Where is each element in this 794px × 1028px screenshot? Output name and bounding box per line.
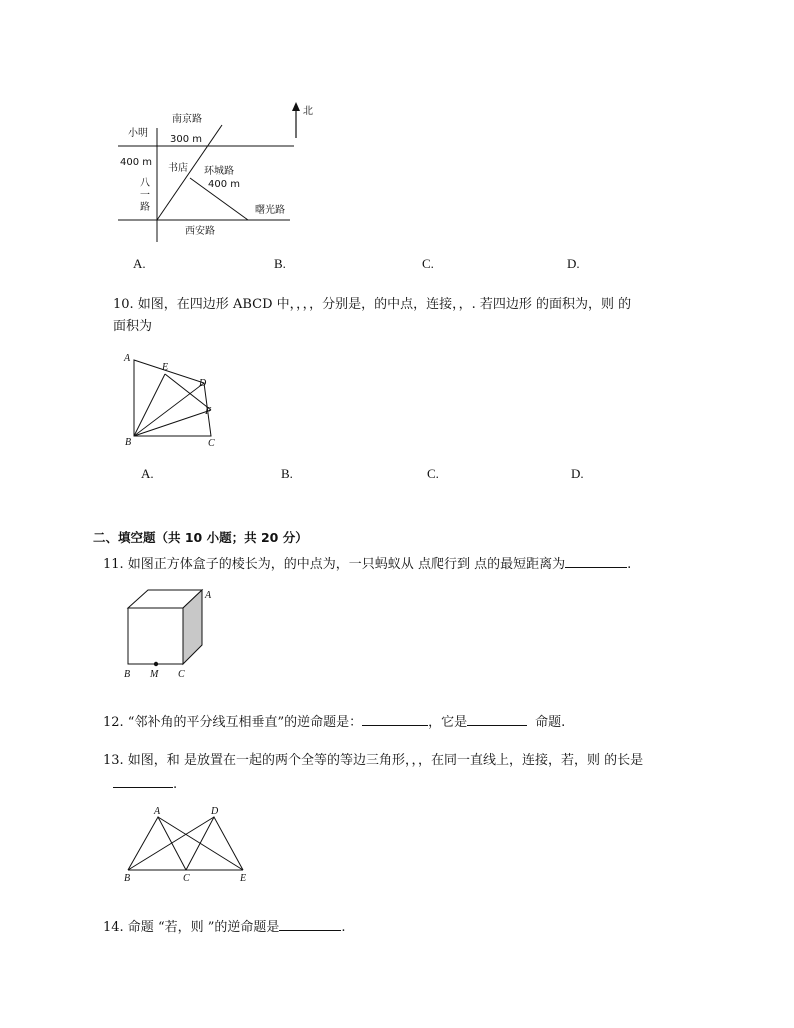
dist-400-left-label: 400 m [120,157,153,168]
q13-triangles-figure [118,805,258,887]
q13-question-line1: 13. 如图，和 是放置在一起的两个全等的等边三角形，，，在同一直线上，连接，若，则 的长是 [103,753,644,768]
point-c-label: C [208,438,215,449]
q13-answer-blank[interactable] [113,775,173,788]
q14-question [103,918,346,937]
q9-map-figure [110,98,330,248]
point-m-dot [154,662,158,666]
q14-answer-blank[interactable] [279,918,341,931]
shuguang-road-label: 曙光路 [255,205,285,216]
q13-question-end: . [173,777,178,792]
point-e-label: E [240,873,247,884]
q10-question-line2: 面积为 [113,319,153,334]
cube-front-face [128,608,183,664]
q10-option-a[interactable]: A. [141,466,154,481]
point-b-label: B [124,669,131,680]
q13-question-line2 [113,775,177,794]
point-d-label: D [211,806,219,817]
quadrilateral-abcd [134,360,211,436]
q11-answer-blank[interactable] [565,555,627,568]
point-m-label: M [150,669,159,680]
q12-answer-blank-1[interactable] [362,713,428,726]
point-a-label: A [124,353,131,364]
bayi-label-3: 路 [140,202,150,213]
q10-option-b[interactable]: B. [281,466,293,481]
q11-question-end: . [627,557,632,572]
q10-question-line1: 10. 如图，在四边形 ABCD 中，，，，分别是，的中点，连接，，. 若四边形 的面积为，则 的 [113,297,632,312]
triangle-abc [128,817,186,870]
bayi-label-1: 八 [140,178,150,189]
bayi-label-2: 一 [140,190,150,201]
north-label: 北 [303,106,313,117]
point-c-label: C [183,873,190,884]
q12-part3: 命题. [535,715,566,730]
point-e-label: E [162,362,169,373]
q11-question-text: 11. 如图正方体盒子的棱长为，的中点为，一只蚂蚁从 点爬行到 点的最短距离为 [103,557,566,572]
q9-option-b[interactable]: B. [274,256,286,271]
point-b-label: B [124,873,131,884]
point-a-label: A [205,590,212,601]
point-a-label: A [154,806,161,817]
segment-bd [134,383,204,436]
q9-option-a[interactable]: A. [133,256,146,271]
q12-part1: 12. “邻补角的平分线互相垂直”的逆命题是： [103,715,363,730]
point-c-label: C [178,669,185,680]
q12-answer-blank-2[interactable] [467,713,527,726]
q10-option-c[interactable]: C. [427,466,439,481]
xiaoming-label: 小明 [128,128,148,139]
dist-400-mid-label: 400 m [208,179,241,190]
dist-300-label: 300 m [170,134,203,145]
q11-question [103,555,631,574]
q14-question-end: . [341,920,346,935]
q9-option-d[interactable]: D. [567,256,580,271]
q12-question [103,713,565,732]
north-arrow-head [292,102,300,111]
point-d-label: D [199,378,207,389]
q10-quadrilateral-figure [118,350,228,452]
triangle-dce [186,817,243,870]
xian-road-label: 西安路 [185,226,215,237]
bookstore-label: 书店 [168,163,188,174]
q9-option-c[interactable]: C. [422,256,434,271]
q11-cube-figure [118,586,218,682]
q14-question-text: 14. 命题 “若，则 ”的逆命题是 [103,920,280,935]
point-f-label: F [205,406,212,417]
q12-part2: ，它是 [428,715,468,730]
section-fill-in-title: 二、填空题（共 10 小题；共 20 分） [93,530,308,545]
point-b-label: B [125,437,132,448]
q10-option-d[interactable]: D. [571,466,584,481]
nanjing-road-label: 南京路 [172,114,202,125]
huancheng-road-label: 环城路 [204,166,234,177]
